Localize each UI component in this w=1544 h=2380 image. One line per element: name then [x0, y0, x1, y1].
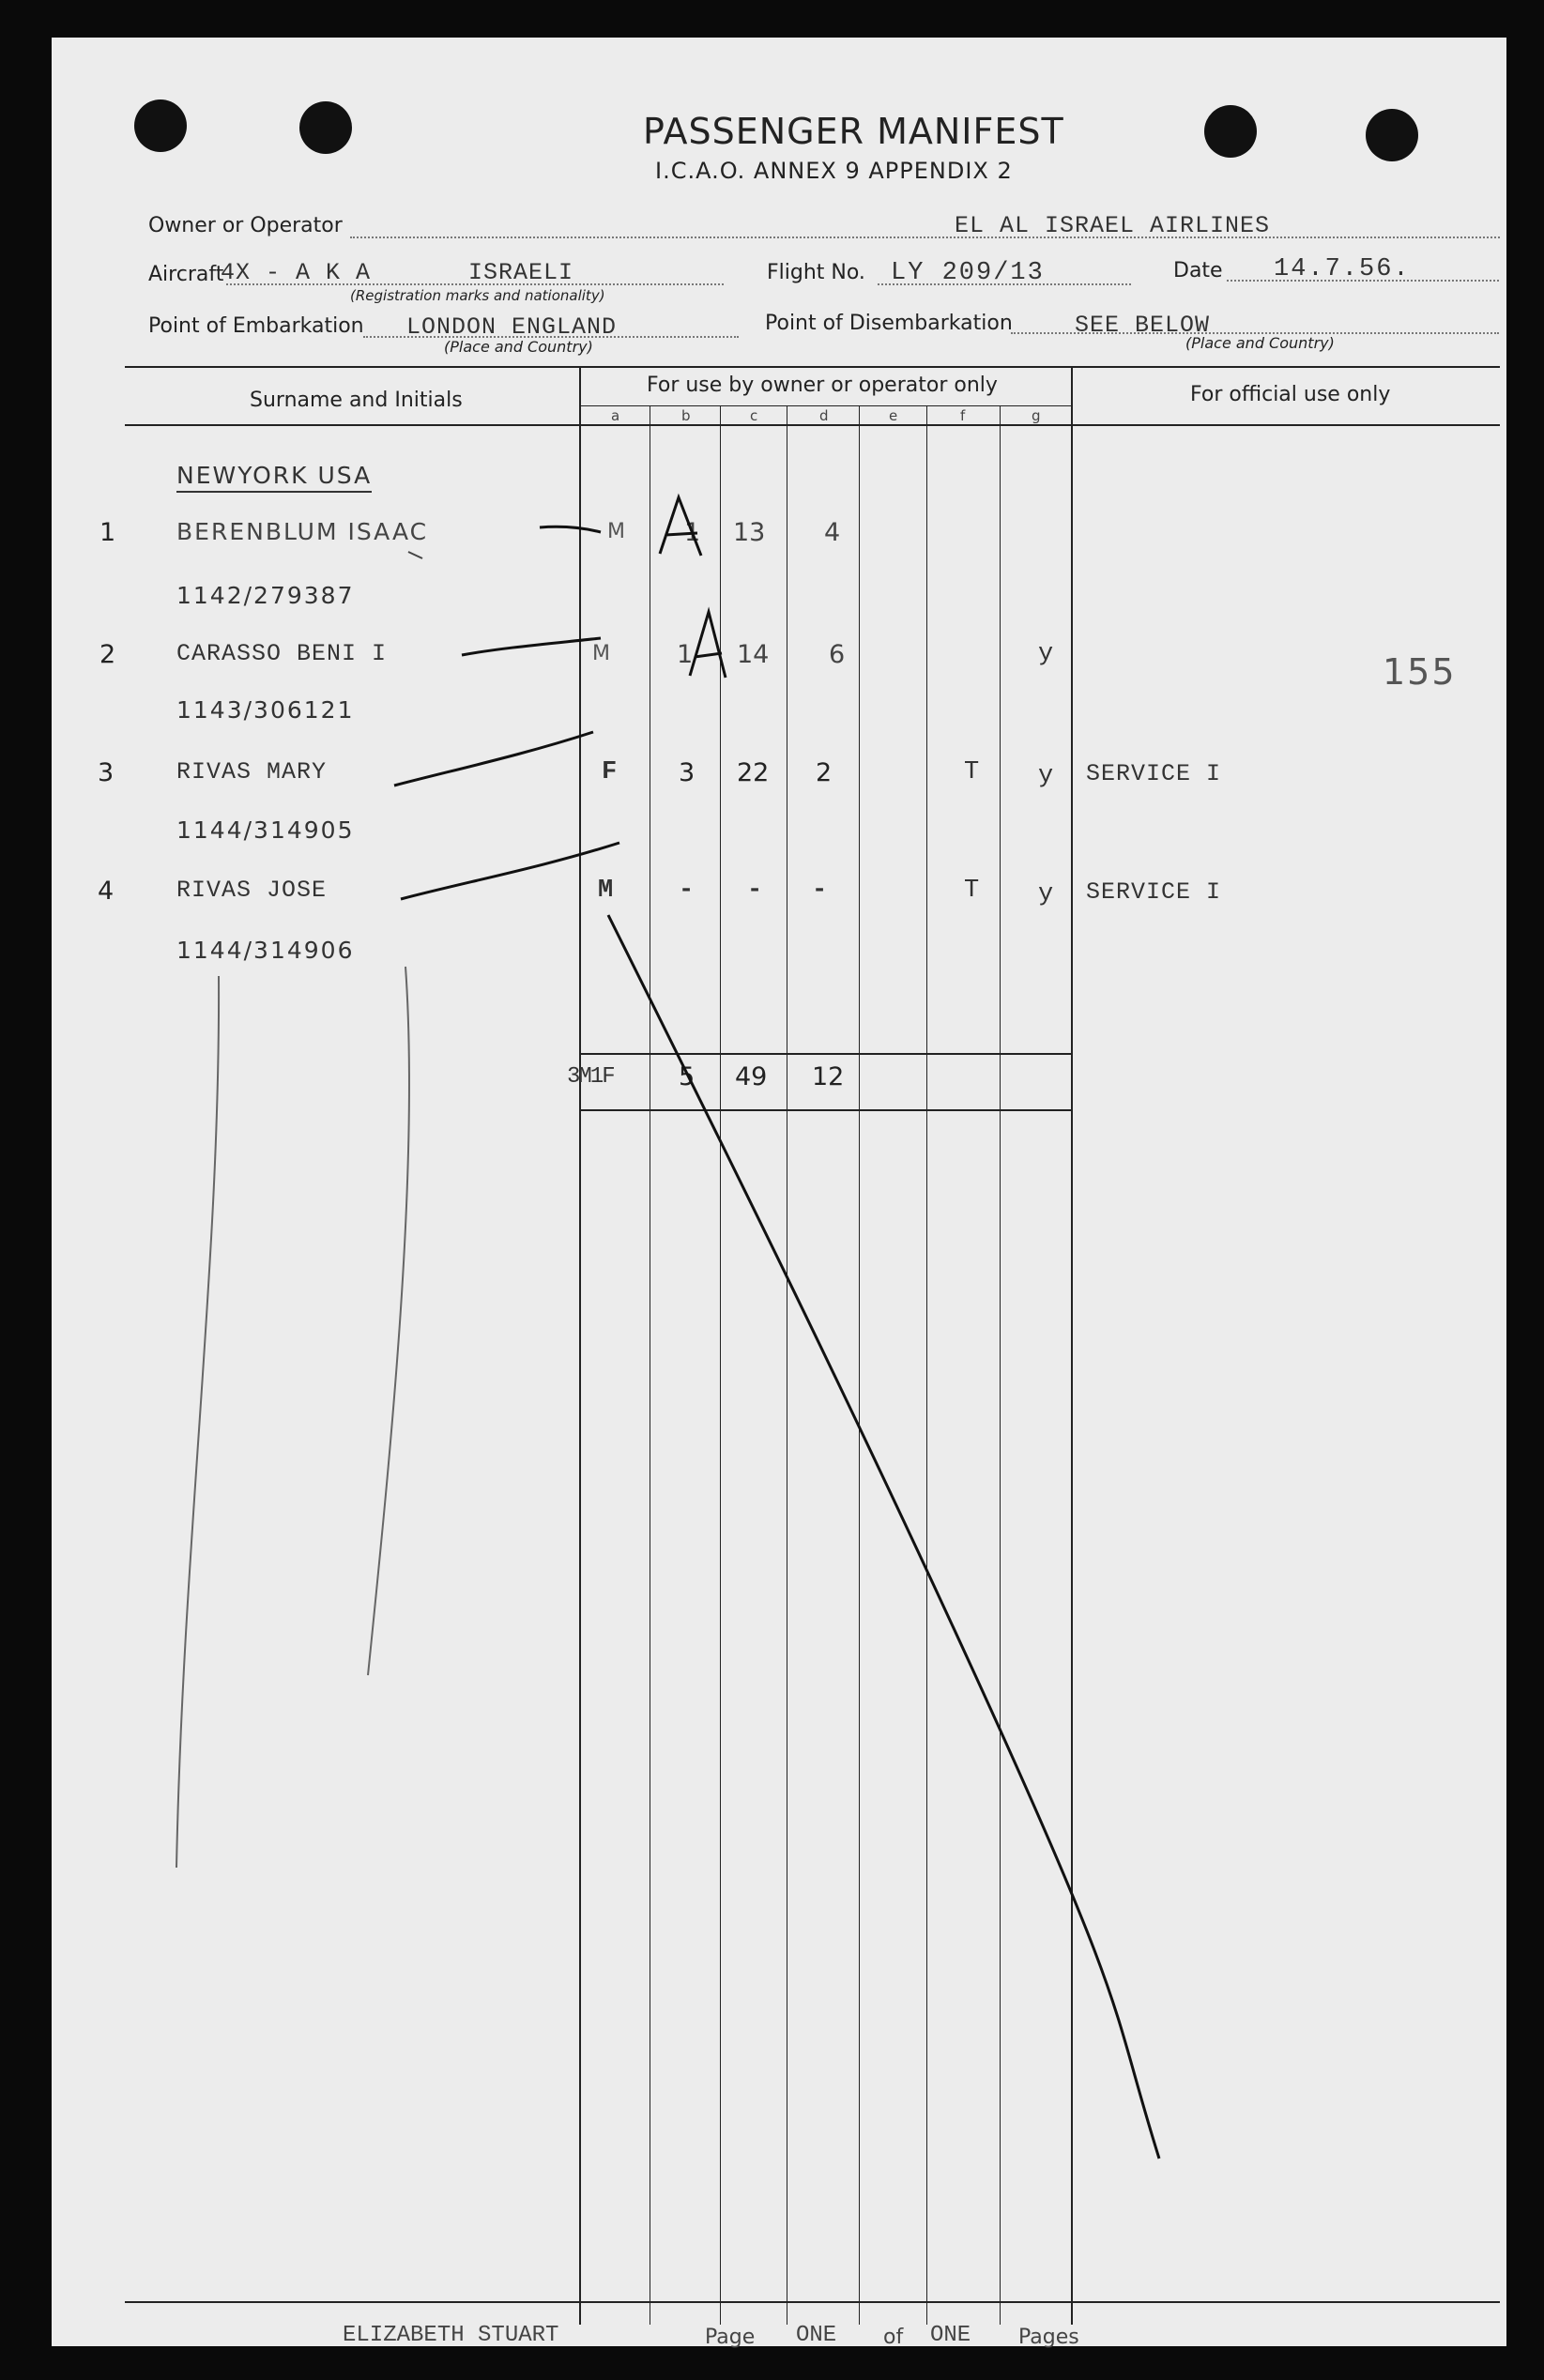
row-1-d: 4 [824, 518, 841, 547]
row-3-g: y [1038, 762, 1054, 790]
margin-number: 155 [1383, 651, 1457, 693]
row-4-f: T [964, 877, 980, 905]
row-4-b: - [679, 877, 695, 905]
footer-page-num: ONE [796, 2323, 837, 2348]
owner-value: EL AL ISRAEL AIRLINES [955, 212, 1271, 239]
total-c: 49 [735, 1062, 768, 1091]
page-subtitle: I.C.A.O. ANNEX 9 APPENDIX 2 [655, 158, 1013, 184]
footer-pages-text: Pages [1018, 2326, 1079, 2349]
handwritten-a-1 [660, 497, 701, 556]
row-3-a: F [602, 758, 618, 786]
row-4-pointer-stroke [401, 843, 619, 899]
row-2-c: 14 [737, 640, 770, 669]
total-d: 12 [812, 1062, 845, 1091]
row-3-pointer-stroke [394, 732, 593, 786]
row-2-number: 2 [99, 640, 116, 669]
row-2-a: M [592, 642, 610, 665]
row-2-pointer-stroke [462, 638, 601, 655]
row-2-d: 6 [829, 640, 846, 669]
footer-page-total: ONE [930, 2323, 971, 2348]
disembark-label: Point of Disembarkation [765, 312, 1013, 335]
row-1-tick [408, 552, 422, 558]
row-1-number: 1 [99, 518, 116, 547]
subcol-b: b [681, 407, 691, 424]
row-3-b: 3 [679, 758, 696, 787]
handwritten-marks [52, 38, 1506, 2346]
registration-note: (Registration marks and nationality) [350, 287, 605, 304]
col-surname-header: Surname and Initials [250, 389, 463, 412]
date-label: Date [1173, 259, 1223, 282]
row-4-official: SERVICE I [1086, 878, 1222, 906]
flight-value: LY 209/13 [891, 259, 1045, 287]
row-1-b: 1 [684, 518, 701, 547]
row-3-f: T [964, 758, 980, 786]
row-2-name: CARASSO BENI I [176, 640, 388, 667]
subcol-d: d [819, 407, 829, 424]
aircraft-value: 4X - A K A [221, 259, 372, 286]
disembark-place-note: (Place and Country) [1185, 334, 1335, 352]
row-4-name: RIVAS JOSE [176, 877, 328, 904]
row-3-official: SERVICE I [1086, 760, 1222, 787]
embark-label: Point of Embarkation [148, 314, 364, 338]
margin-bracket-right [368, 967, 409, 1675]
page-title: PASSENGER MANIFEST [643, 111, 1064, 152]
diagonal-cancel-stroke [608, 915, 1159, 2159]
date-value: 14.7.56. [1274, 255, 1411, 283]
row-1-a: M [607, 520, 625, 543]
col-official-header: For official use only [1190, 383, 1391, 406]
margin-bracket-left [176, 976, 219, 1868]
row-3-number: 3 [98, 758, 115, 787]
row-4-ticket: 1144/314906 [176, 937, 355, 964]
row-4-c: - [747, 877, 763, 905]
aircraft-label: Aircraft [148, 263, 224, 286]
row-1-name: BERENBLUM ISAAC [176, 518, 429, 545]
subcol-g: g [1032, 407, 1041, 424]
embark-place-note: (Place and Country) [444, 338, 593, 356]
subcol-f: f [960, 407, 966, 424]
subcol-c: c [750, 407, 758, 424]
row-3-d: 2 [816, 758, 833, 787]
row-4-g: y [1038, 880, 1054, 908]
row-3-c: 22 [737, 758, 770, 787]
subcol-a: a [611, 407, 620, 424]
row-2-ticket: 1143/306121 [176, 696, 355, 724]
row-4-number: 4 [98, 877, 115, 906]
manifest-page [52, 38, 1506, 2349]
footer-of-text: of [883, 2326, 904, 2349]
row-2-b: 1 [677, 640, 694, 669]
row-1-c: 13 [733, 518, 766, 547]
total-a: 3M1F [567, 1064, 614, 1090]
flight-label: Flight No. [767, 261, 865, 284]
footer-signature: ELIZABETH STUART [343, 2323, 559, 2348]
footer-page-text: Page [705, 2326, 756, 2349]
total-b: 5 [679, 1062, 696, 1091]
destination: NEWYORK USA [176, 462, 372, 493]
subcol-e: e [889, 407, 898, 424]
row-3-name: RIVAS MARY [176, 758, 328, 786]
owner-label: Owner or Operator [148, 214, 343, 237]
nationality-value: ISRAELI [468, 259, 574, 286]
row-1-ticket: 1142/279387 [176, 582, 355, 609]
row-2-g: y [1038, 640, 1054, 668]
handwritten-a-2 [690, 612, 726, 678]
disembark-value: SEE BELOW [1075, 312, 1211, 339]
row-1-pointer-stroke [540, 526, 601, 532]
col-operator-header: For use by owner or operator only [647, 374, 998, 397]
embark-value: LONDON ENGLAND [406, 313, 618, 341]
row-3-ticket: 1144/314905 [176, 816, 355, 844]
row-4-d: - [812, 877, 828, 905]
row-4-a: M [598, 877, 614, 905]
